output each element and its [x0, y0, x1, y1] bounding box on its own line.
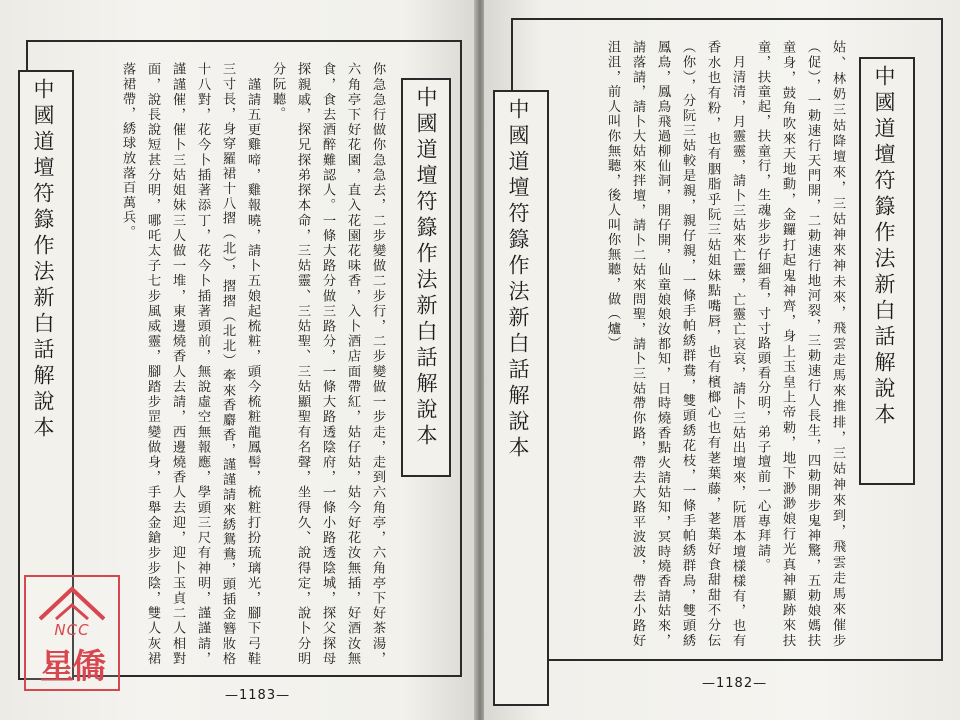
right-outer-title-box [493, 90, 549, 706]
right-running-title-box [859, 57, 915, 485]
left-running-title: 中國道壇符籙作法新白話解說本 [414, 86, 438, 450]
right-page-number: —1182— [702, 676, 768, 691]
stamp-abbr: NCC [54, 621, 90, 639]
ncc-watermark-stamp [24, 575, 120, 691]
left-page [0, 0, 476, 720]
right-outer-title: 中國道壇符籙作法新白話解說本 [506, 98, 530, 462]
stamp-roof-icon [32, 583, 112, 623]
stamp-name: 星僑 [40, 647, 104, 687]
right-page-body: 姑、林奶三姑降壇來，三姑神來神未來，飛雲走馬來推排，三姑神來到，飛雲走馬來催步（促），一勅速行天門開，二勅速行地河裂，三勅速行人長生，四勅開步鬼神驚，五勅娘媽扶童身，鼓角吹來天地動，金鑼打起鬼神齊，身上玉皇上帝勅，地下渺渺娘行光真神顯跡來扶童，扶童起，扶童行，生魂步步仔細看，寸寸路頭看分明，弟子壇前一心專拜請。 月清清，月靈靈，請卜三姑來亡靈，亡靈亡哀哀，請卜三姑出壇來，阮厝本壇樣樣有，也有香水也有粉，也有胭脂乎阮三姑姐妹點嘴唇，也有檳榔心也有荖葉藤，荖葉好食甜甜不分伝（你），分阮三姑較是親，親仔親，一條手帕綉群鴦，雙頭綉花枝，一條手帕綉群鳥，雙頭綉鳳鳥，鳳鳥飛過柳仙洞，開仔開，仙童娘娘汝都知，日時燒香點火請姑知，冥時燒香請姑來，請落請，請卜大姑來拌壇，請卜二姑來問聖，請卜三姑帶你路，帶去大路平波波，帶去小路好沮沮，前人叫你無聽，後人叫你無聽，做（爐） [605, 40, 845, 648]
left-page-number: —1183— [225, 688, 291, 703]
left-page-body: 你急急行做你急急去，二步變做二步行，二步變做一步走，走到六角亭，六角亭下好茶湯，六角亭下好花園，直入花園花味香，入卜酒店面帶紅，姑仔姑，姑今好花汝無插，好酒汝無食，食去酒醉難認人。一條大路分做三路分，一條大路透陰府，一條小路透陰城，探父探母探親戚，探兄探弟探本命，三姑靈、三姑聖、三姑顯聖有名聲，坐得久、說得定，說卜分明分阮聽。 謹請五更雞啼，雞報曉，請卜五娘起梳粧，頭今梳粧龍鳳髻，梳粧打扮琉璃光，腳下弓鞋三寸長，身穿羅裙十八摺（北），摺摺（北北）牽來香麝香，謹謹請來綉鴛鴦，頭插金簪妝格十八對，花今卜插著添丁，花今卜插著頭前，無說虛空無報應，學頭三尺有神明，謹謹請，謹謹催，催卜三姑姐妹三人做一堆，東邊燒香人去請，西邊燒香人去迎，迎卜玉貞二人相對面，說長說短甚分明，哪吒太子七步風威靈，腳踏步罡變做身，手舉金鎗步步陰，雙人灰裙落裙帶，綉球放落百萬兵。 [120, 62, 385, 666]
left-running-title-box [401, 78, 451, 477]
right-page [484, 0, 960, 720]
left-outer-title: 中國道壇符籙作法新白話解說本 [31, 78, 55, 442]
right-running-title: 中國道壇符籙作法新白話解說本 [872, 65, 896, 429]
